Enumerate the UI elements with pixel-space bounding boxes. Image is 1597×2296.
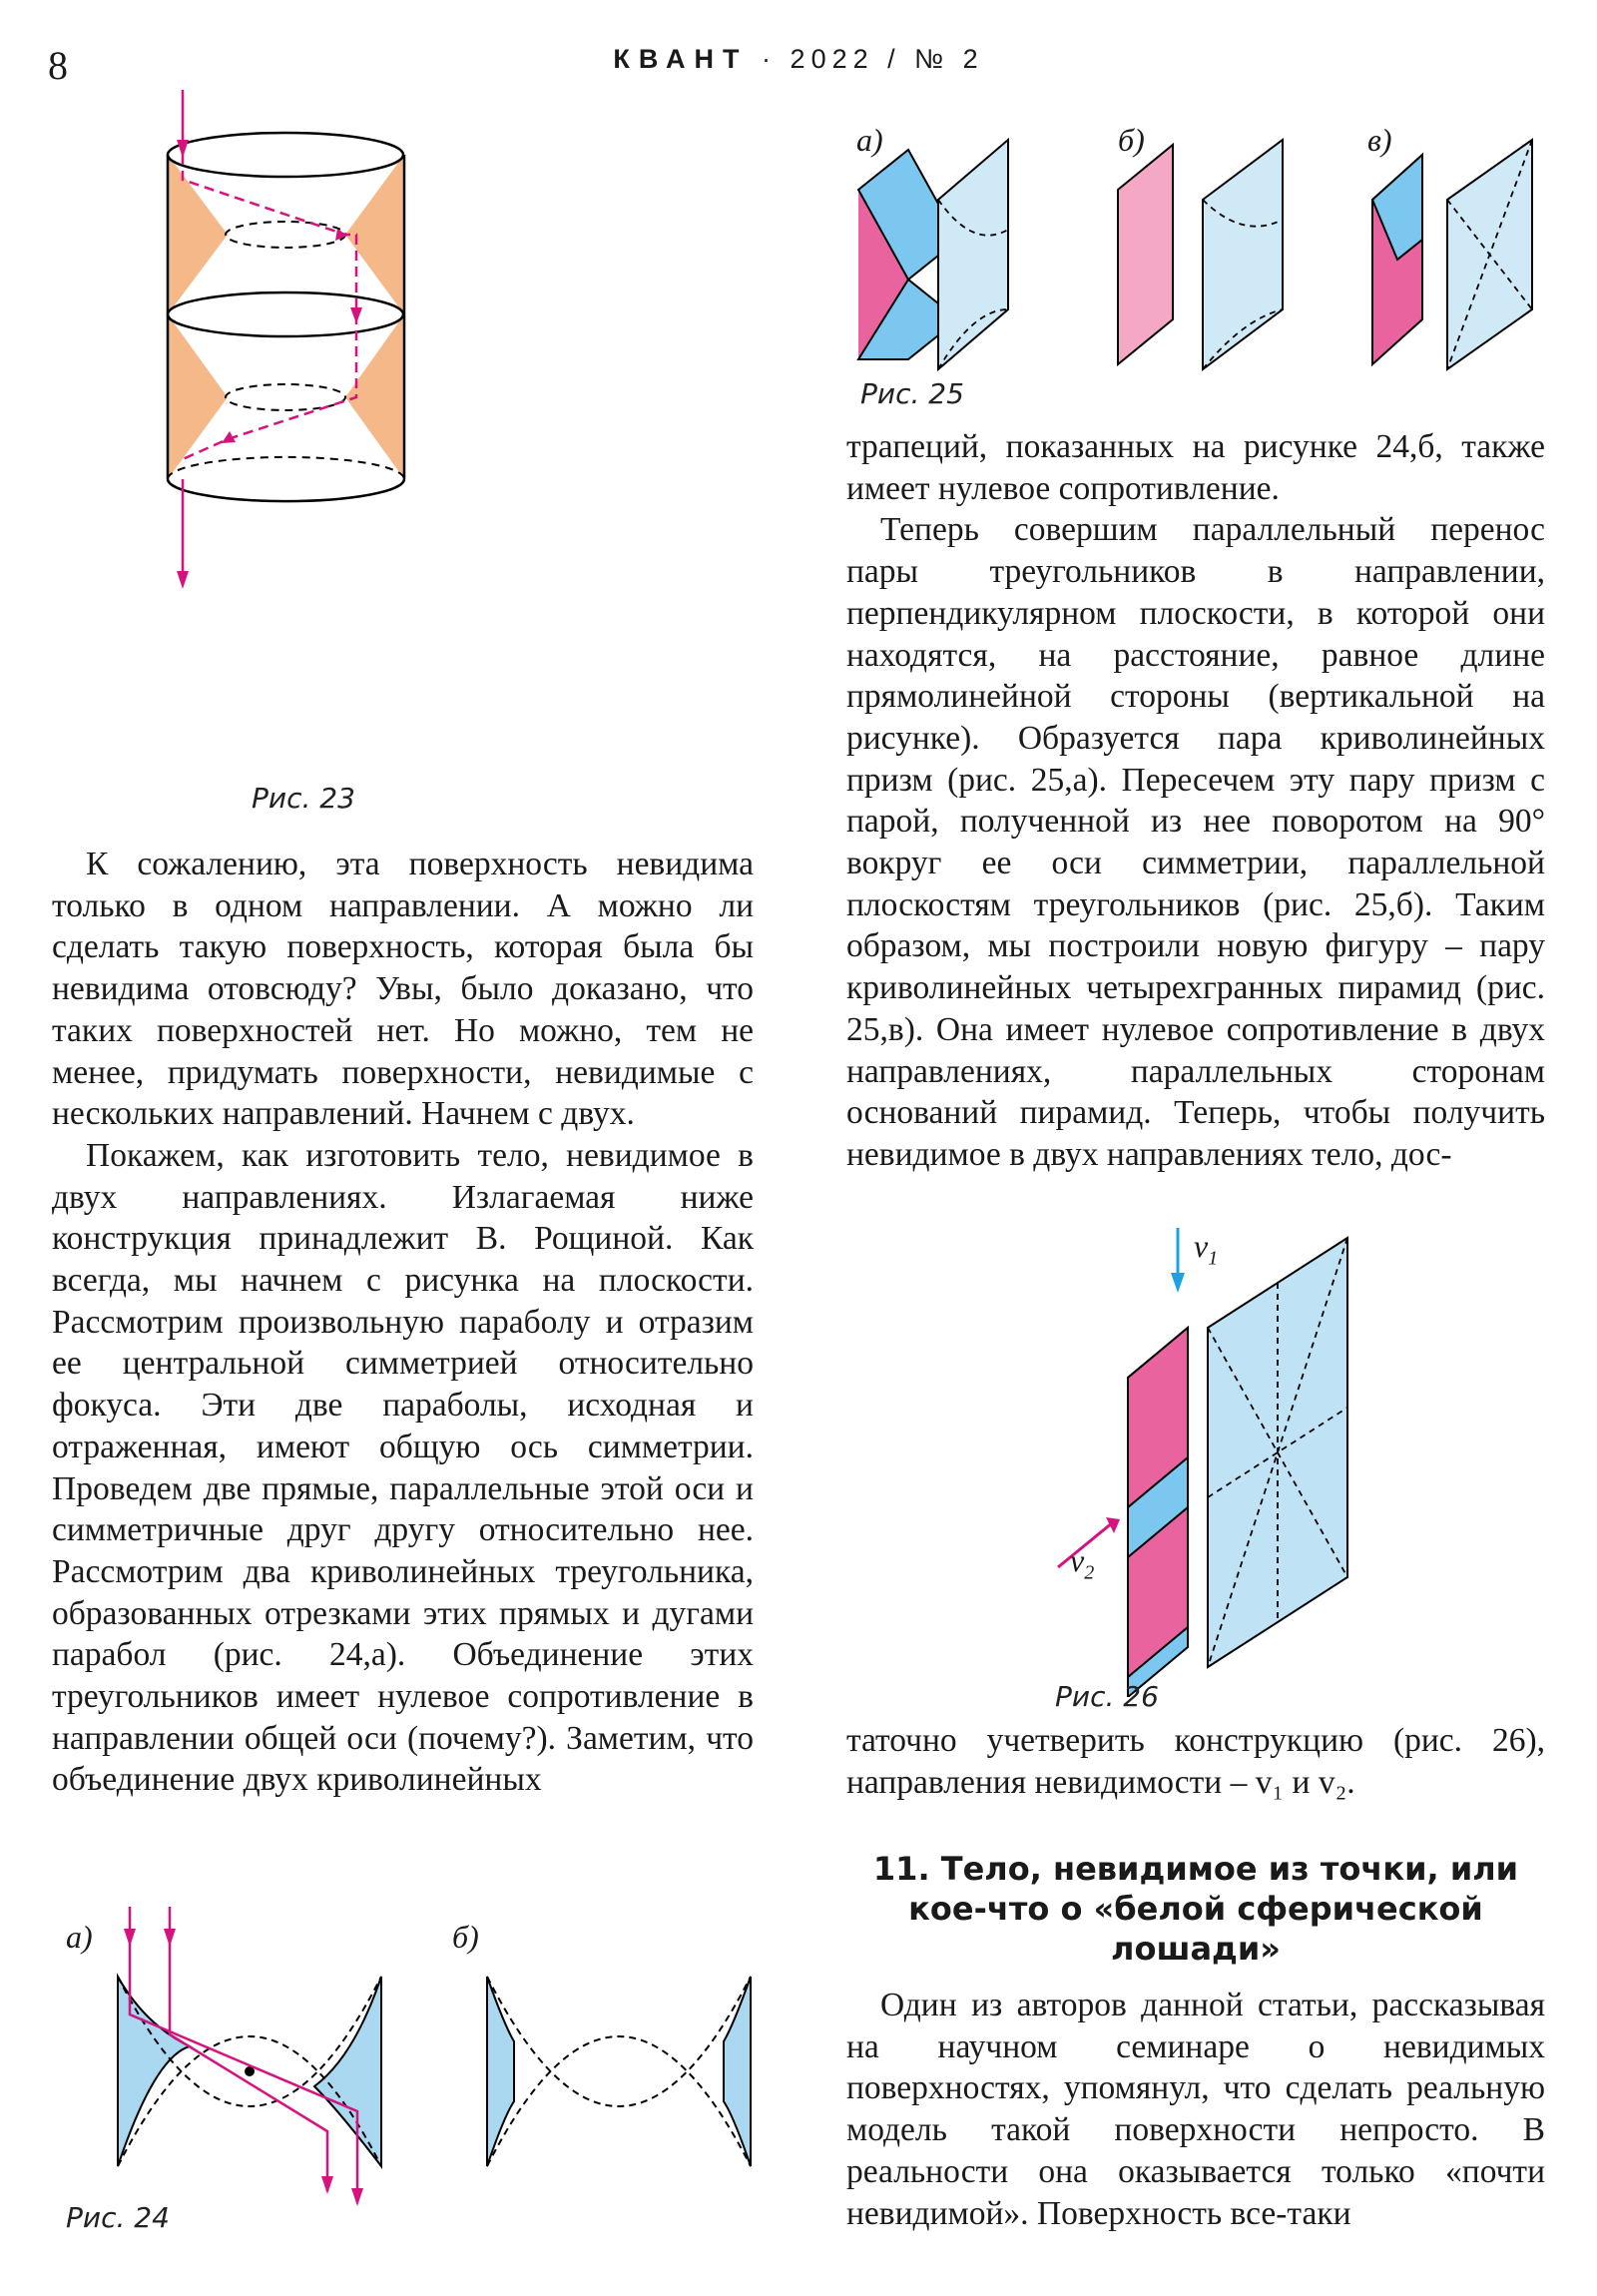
- right-paragraph-2: Теперь совершим параллельный перенос пары треугольников в направлении, перпендикулярном плоскости, в которой они находятся, на расстояние, равное длине прямолинейной стороны (вертикальной на рисунке). Образуется пара криволинейных призм (рис. 25,а). Пересечем эту пару призм с парой, полученной из нее поворотом на 90° вокруг ее оси симметрии, параллельной плоскостям треугольников (рис. 25,б). Таким образом, мы построили новую фигуру – пару криволинейных четырехгранных пирамид (рис. 25,в). Она имеет нулевое сопротивление в двух направлениях, параллельных сторонам оснований пирамид. Теперь, чтобы получить невидимое в двух направлениях тело, дос-: [846, 511, 1545, 1173]
- fig24a-arrow-2: [164, 1929, 176, 1947]
- fig23-middle-ellipse: [168, 292, 403, 336]
- figure-24b: [469, 1907, 769, 2226]
- fig25-label-b: б): [1118, 122, 1145, 158]
- fig25b-pink-prism: [1118, 145, 1173, 364]
- section-title: 11. Тело, невидимое из точки, или кое-что о «белой сферической лошади»: [872, 1850, 1519, 1968]
- fig24b-parabola-upper: [487, 1977, 751, 2106]
- figure-23: [150, 80, 619, 779]
- right-paragraph-4: Один из авторов данной статьи, рассказывая на научном семинаре о невидимых поверхностях, упомянул, что сделать реальную модель такой поверхности непросто. В реальности она оказывается только «почти невидимой». Поверхность все-таки: [846, 1987, 1545, 2232]
- right-column-after-fig26: [846, 1720, 1545, 1803]
- fig25b-blue-prism: [1203, 140, 1283, 369]
- fig23-bottom-ellipse-back: [168, 457, 404, 479]
- fig24a-arrow-1: [124, 1929, 136, 1947]
- journal-name: КВАНТ: [613, 44, 749, 74]
- fig24b-parabola-lower: [487, 2036, 751, 2166]
- issue-number: 2022 / № 2: [790, 44, 984, 74]
- running-header: [0, 44, 1597, 75]
- fig23-orange-bl: [168, 314, 228, 479]
- fig26-label-v2: [1070, 1542, 1094, 1584]
- fig26-label-v1: [1194, 1228, 1218, 1270]
- fig24a-right-triangle: [314, 1977, 381, 2166]
- caption-fig24: Рис. 24: [66, 2201, 170, 2234]
- fig23-orange-tr: [345, 155, 404, 314]
- fig24a-arrow-4: [351, 2188, 363, 2206]
- fig23-inner-ellipse-1: [226, 222, 345, 248]
- figure-24a: [100, 1907, 399, 2226]
- figure-25a: [848, 130, 1048, 379]
- fig24-label-b: б): [452, 1919, 479, 1955]
- right-column-top: [846, 426, 1545, 1176]
- fig23-ray-arrow-2: [350, 307, 362, 323]
- fig25a-blue-back: [938, 140, 1008, 369]
- right-paragraph-3: таточно учетверить конструкцию (рис. 26), направления невидимости – v₁ и v₂.: [846, 1722, 1545, 1801]
- fig24a-ray-2: [170, 1907, 327, 2191]
- caption-fig26: Рис. 26: [1055, 1680, 1159, 1713]
- v1-letter: v: [1194, 1228, 1209, 1264]
- fig23-top-ellipse: [168, 133, 403, 177]
- figure-25b: [1103, 130, 1313, 379]
- left-paragraph-1: К сожалению, эта поверхность невидима только в одном направлении. А можно ли сделать такую поверхность, которая была бы невидима отовсюду? Увы, было доказано, что таких поверхностей нет. Но можно, тем не менее, придумать поверхности, невидимые с нескольких направлений. Начнем с двух.: [52, 846, 754, 1133]
- v1-sub: 1: [1208, 1247, 1219, 1270]
- fig24b-left-trapezoid: [487, 1977, 514, 2166]
- caption-fig25: Рис. 25: [860, 377, 964, 410]
- left-column: [52, 844, 754, 1801]
- fig23-bottom-ellipse: [168, 479, 404, 501]
- right-paragraph-1: трапеций, показанных на рисунке 24,б, также имеет нулевое сопротивление.: [846, 428, 1545, 507]
- figure-26: [1048, 1228, 1407, 1697]
- figure-25v: [1357, 130, 1577, 379]
- fig25-label-v: в): [1367, 122, 1392, 158]
- fig23-ray-out-arrow: [177, 571, 189, 589]
- fig24a-arrow-3: [321, 2176, 333, 2194]
- header-separator: ·: [762, 44, 778, 74]
- fig25-label-a: а): [856, 122, 883, 158]
- fig23-orange-tl: [168, 155, 228, 314]
- v2-sub: 2: [1084, 1561, 1095, 1584]
- right-column-bottom: [846, 1985, 1545, 2234]
- fig26-v1-arrow: [1171, 1273, 1185, 1293]
- v2-letter: v: [1070, 1542, 1085, 1578]
- fig24b-right-trapezoid: [724, 1977, 751, 2166]
- page-number: 8: [48, 43, 68, 88]
- caption-fig23: Рис. 23: [252, 782, 355, 815]
- left-paragraph-2: Покажем, как изготовить тело, невидимое в двух направлениях. Излагаемая ниже конструкция принадлежит В. Рощиной. Как всегда, мы начнем с рисунка на плоскости. Рассмотрим произвольную параболу и отразим ее центральной симметрией относительно фокуса. Эти две параболы, исходная и отраженная, имеют общую ось симметрии. Проведем две прямые, параллельные этой оси и симметричные друг другу относительно нее. Рассмотрим два криволинейных треугольника, образованных отрезками этих прямых и дугами парабол (рис. 24,а). Объединение этих треугольников имеет нулевое сопротивление в направлении общей оси (почему?). Заметим, что объединение двух криволинейных: [52, 1136, 754, 1799]
- fig24-label-a: а): [66, 1919, 93, 1955]
